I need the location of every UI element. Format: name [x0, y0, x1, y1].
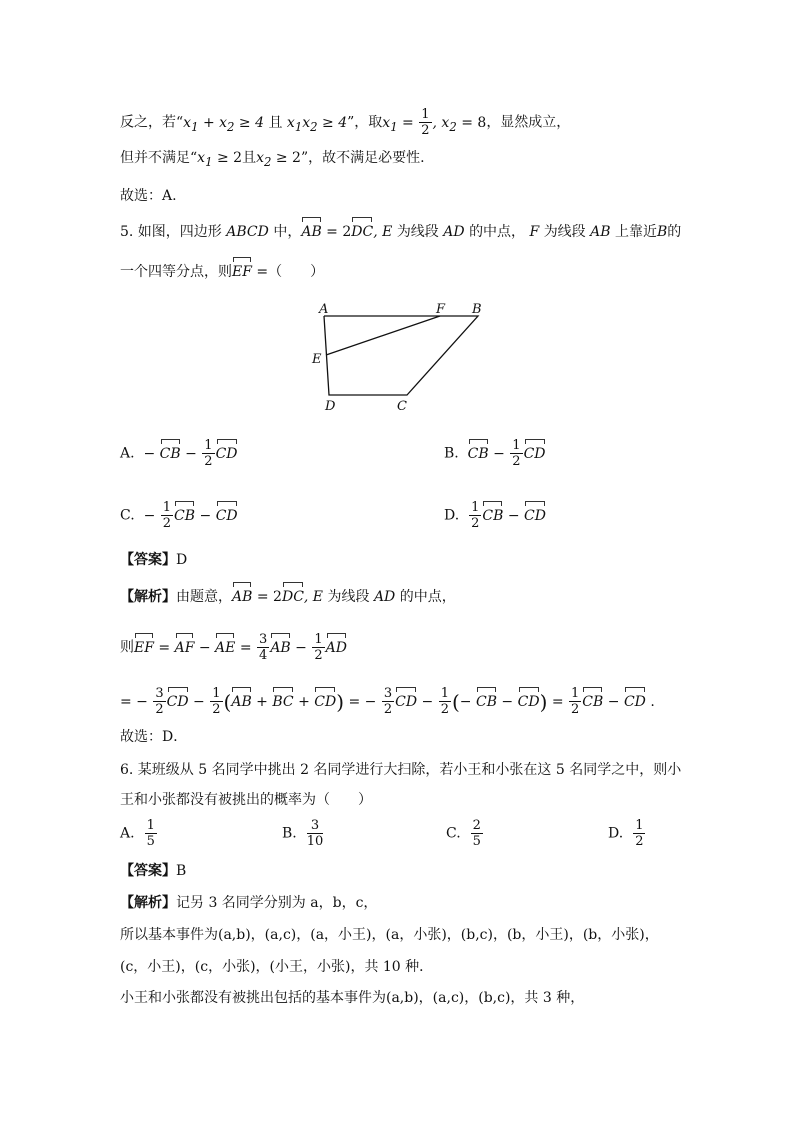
solution-6-line-3: (c，小王)，(c，小张)，(小王，小张)，共 10 种． [120, 959, 434, 975]
answer-5: 【答案】D [120, 552, 188, 568]
label-b: B [472, 302, 482, 317]
solution-6-line-1: 【解析】记另 3 名同学分别为 a，b，c， [120, 895, 378, 911]
option-fraction: $\frac{1}{5}$ [146, 818, 155, 849]
label-f: F [436, 302, 446, 317]
q6-line-2: 王和小张都没有被挑出的概率为（ ） [120, 792, 372, 808]
math-condition: $x_1 + x_2 \ge 4$ 且 $x_1x_2 \ge 4$ [183, 114, 348, 134]
text-line-2: 但并不满足“$x_1 \ge 2$且$x_2 \ge 2$”，故不满足必要性. [120, 150, 425, 169]
choose-a-line: 故选：A. [120, 188, 177, 204]
option-5d: D. $\frac{1}{2}$ CB − CD [444, 500, 546, 531]
option-6-b [282, 818, 324, 849]
solution-5-line-3: = − $\frac{3}{2}$ CD − $\frac{1}{2}$ (AB + BC + CD) = − $\frac{3}{2}$ CD − $\frac{1}{2}$ (− CB − CD) = $\frac{1}{2}$ CB − CD . [120, 686, 655, 717]
option-label: D. [608, 825, 624, 842]
q5-line-2: 一个四等分点，则EF =（ ） [120, 264, 325, 280]
option-6-c [446, 818, 484, 849]
label-d: D [325, 399, 336, 414]
label-a: A [319, 302, 329, 317]
option-6-a [120, 818, 158, 849]
option-5c: C. − $\frac{1}{2}$ CB − CD [120, 500, 238, 531]
answer-6: 【答案】B [120, 863, 187, 879]
option-label: A. [120, 825, 135, 842]
q5-line-1: 5. 如图，四边形 ABCD 中，AB = 2DC, E 为线段 AD 的中点， F 为线段 AB 上靠近B的 [120, 224, 682, 240]
quad-outline [324, 316, 478, 395]
option-fraction: $\frac{2}{5}$ [472, 818, 481, 849]
label-c: C [397, 399, 407, 414]
segment-ef [326, 316, 440, 355]
label-e: E [312, 352, 322, 367]
option-6-d [608, 818, 646, 849]
option-5b: B. CB − $\frac{1}{2}$ CD [444, 438, 546, 469]
solution-5-line-1: 【解析】由题意，AB = 2DC, E 为线段 AD 的中点， [120, 589, 456, 605]
option-label: C. [446, 825, 461, 842]
math-cond-1: $x_1 \ge 2$ [197, 150, 243, 169]
math-values: $x_1$ = $\frac{1}{2}$ , $x_2 = 8$ [382, 107, 487, 138]
text-line-1: 反之，若“$x_1 + x_2 \ge 4$ 且 $x_1x_2 \ge 4$”，取$x_1$ = $\frac{1}{2}$ , $x_2 = 8$，显然成立， [120, 107, 571, 138]
q6-line-1: 6. 某班级从 5 名同学中挑出 2 名同学进行大扫除，若小王和小张在这 5 名同学之中，则小 [120, 762, 682, 778]
solution-6-line-2: 所以基本事件为(a,b)，(a,c)，(a，小王)，(a，小张)，(b,c)，(b，小王)，(b，小张)， [120, 927, 659, 943]
solution-6-line-4: 小王和小张都没有被挑出包括的基本事件为(a,b)，(a,c)，(b,c)，共 3 种， [120, 990, 585, 1006]
choose-d-line: 故选：D． [120, 729, 188, 745]
option-5a: A. − CB − $\frac{1}{2}$ CD [120, 438, 238, 469]
option-fraction: $\frac{1}{2}$ [635, 818, 644, 849]
solution-5-line-2: 则EF = AF − AE = $\frac{3}{4}$ AB − $\frac{1}{2}$ AD [120, 632, 347, 663]
option-label: B. [282, 825, 297, 842]
math-cond-2: $x_2 \ge 2$ [256, 150, 301, 169]
quadrilateral-figure [300, 298, 500, 418]
option-fraction: $\frac{3}{10}$ [306, 818, 324, 849]
